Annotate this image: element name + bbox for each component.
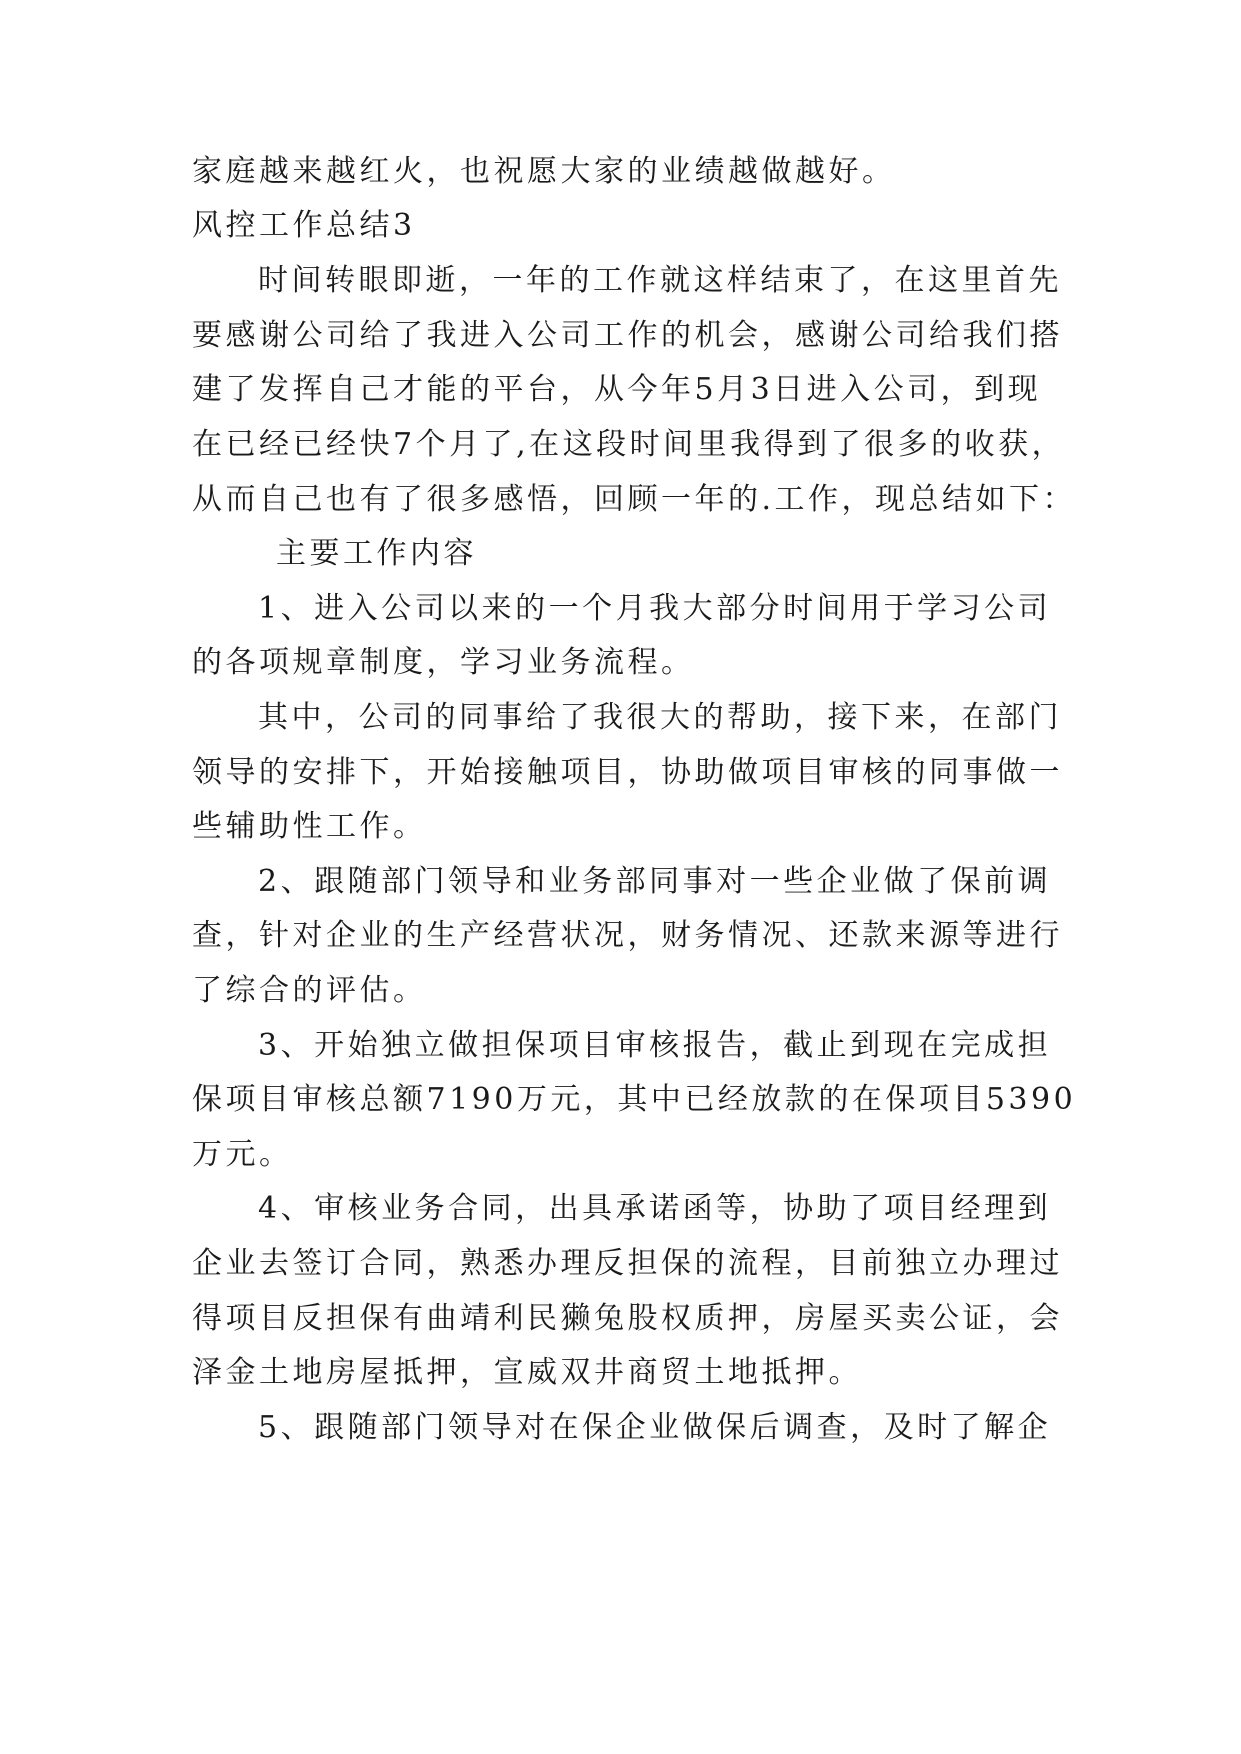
text-line: 保项目审核总额7190万元，其中已经放款的在保项目5390 [192,1082,1077,1117]
section-heading: 风控工作总结3 [192,208,416,243]
text-line: 3、开始独立做担保项目审核报告，截止到现在完成担 [258,1028,1052,1063]
text-line: 要感谢公司给了我进入公司工作的机会，感谢公司给我们搭 [192,318,1063,353]
text-line: 企业去签订合同，熟悉办理反担保的流程，目前独立办理过 [192,1246,1063,1281]
text-line: 其中，公司的同事给了我很大的帮助，接下来，在部门 [258,700,1062,735]
subheading: 主要工作内容 [276,536,477,571]
text-line: 领导的安排下，开始接触项目，协助做项目审核的同事做一 [192,755,1063,790]
text-line: 家庭越来越红火，也祝愿大家的业绩越做越好。 [192,154,896,189]
text-line: 1、进入公司以来的一个月我大部分时间用于学习公司 [258,591,1052,626]
text-line: 从而自己也有了很多感悟，回顾一年的.工作，现总结如下： [192,482,1077,517]
text-line: 得项目反担保有曲靖利民獭兔股权质押，房屋买卖公证，会 [192,1301,1063,1336]
text-line: 4、审核业务合同，出具承诺函等，协助了项目经理到 [258,1191,1052,1226]
text-line: 了综合的评估。 [192,973,427,1008]
text-line: 些辅助性工作。 [192,809,427,844]
text-line: 的各项规章制度，学习业务流程。 [192,645,695,680]
text-line: 泽金土地房屋抵押，宣威双井商贸土地抵押。 [192,1355,862,1390]
text-line: 2、跟随部门领导和业务部同事对一些企业做了保前调 [258,864,1052,899]
text-line: 5、跟随部门领导对在保企业做保后调查，及时了解企 [258,1410,1052,1445]
text-line: 万元。 [192,1137,293,1172]
text-line: 时间转眼即逝，一年的工作就这样结束了，在这里首先 [258,263,1062,298]
text-line: 建了发挥自己才能的平台，从今年5月3日进入公司，到现 [192,372,1042,407]
text-line: 查，针对企业的生产经营状况，财务情况、还款来源等进行 [192,918,1063,953]
text-line: 在已经已经快7个月了,在这段时间里我得到了很多的收获， [192,427,1066,462]
